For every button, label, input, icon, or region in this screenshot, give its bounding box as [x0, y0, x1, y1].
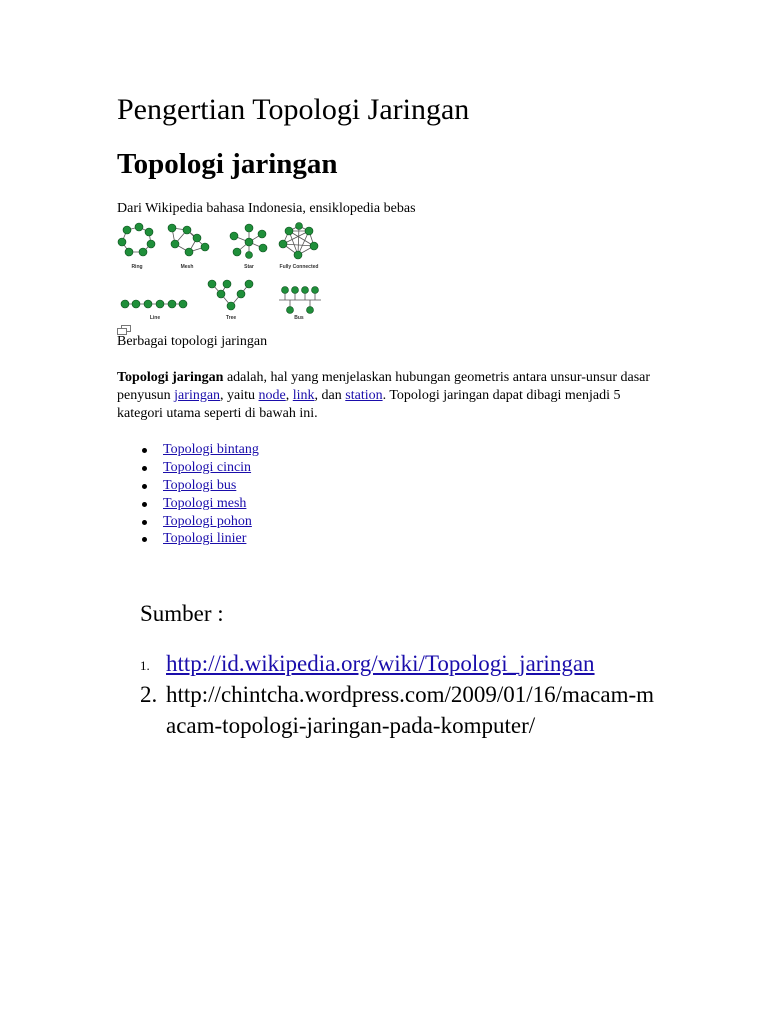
- topology-diagrams: [117, 222, 337, 320]
- sources-heading: Sumber :: [140, 601, 224, 626]
- enlarge-icon[interactable]: [117, 322, 131, 332]
- link-node[interactable]: node: [258, 388, 286, 403]
- figure-caption: Berbagai topologi jaringan: [117, 334, 268, 349]
- source-item: [140, 679, 660, 741]
- intro-text-3: ,: [285, 388, 293, 403]
- topic-list: [140, 441, 259, 548]
- label-line: Line: [149, 315, 161, 320]
- list-item: [140, 477, 259, 495]
- source-text-wordpress: http://chintcha.wordpress.com/2009/01/16/macam-macam-topologi-jaringan-pada-komputer/: [166, 682, 655, 738]
- label-bus: Bus: [294, 315, 304, 320]
- source-number: 1.: [140, 658, 150, 673]
- label-fully-connected: Fully Connected: [279, 264, 319, 270]
- label-star: Star: [244, 264, 254, 270]
- list-item: [140, 530, 259, 548]
- list-item: [140, 513, 259, 531]
- intro-text-5: . Topologi jaringan dapat dibagi menjadi 5 kategori utama seperti di bawah ini.: [117, 388, 621, 421]
- intro-text-2: , yaitu: [220, 388, 259, 403]
- label-mesh: Mesh: [180, 264, 194, 270]
- source-number: 2.: [140, 682, 158, 707]
- intro-text-4: , dan: [314, 388, 346, 403]
- link-link[interactable]: link: [292, 388, 315, 403]
- source-link-wikipedia[interactable]: http://id.wikipedia.org/wiki/Topologi_jaringan: [166, 651, 595, 676]
- source-item: [140, 648, 660, 679]
- link-station[interactable]: station: [345, 388, 383, 403]
- topic-link-bintang[interactable]: Topologi bintang: [163, 442, 259, 457]
- label-ring: Ring: [131, 264, 143, 270]
- topic-link-linier[interactable]: Topologi linier: [163, 531, 247, 547]
- topic-link-pohon[interactable]: Topologi pohon: [163, 513, 252, 529]
- list-item: [140, 495, 259, 513]
- source-line: Dari Wikipedia bahasa Indonesia, ensiklopedia bebas: [117, 201, 416, 216]
- intro-paragraph: [117, 369, 657, 423]
- topic-link-mesh[interactable]: Topologi mesh: [163, 495, 247, 511]
- label-tree: Tree: [225, 315, 237, 320]
- article-heading: Topologi jaringan: [117, 148, 338, 180]
- intro-text-1: adalah, hal yang menjelaskan hubungan geometris antara unsur-unsur dasar penyusun: [117, 370, 651, 403]
- topic-link-bus[interactable]: Topologi bus: [163, 477, 237, 493]
- document-title: Pengertian Topologi Jaringan: [117, 93, 470, 126]
- topology-figure: [117, 222, 337, 320]
- list-item: [140, 459, 259, 477]
- list-item: [140, 441, 259, 459]
- link-jaringan[interactable]: jaringan: [174, 388, 221, 403]
- sources-list: [140, 648, 660, 741]
- topic-link-cincin[interactable]: Topologi cincin: [163, 459, 252, 475]
- intro-term: Topologi jaringan: [117, 370, 224, 385]
